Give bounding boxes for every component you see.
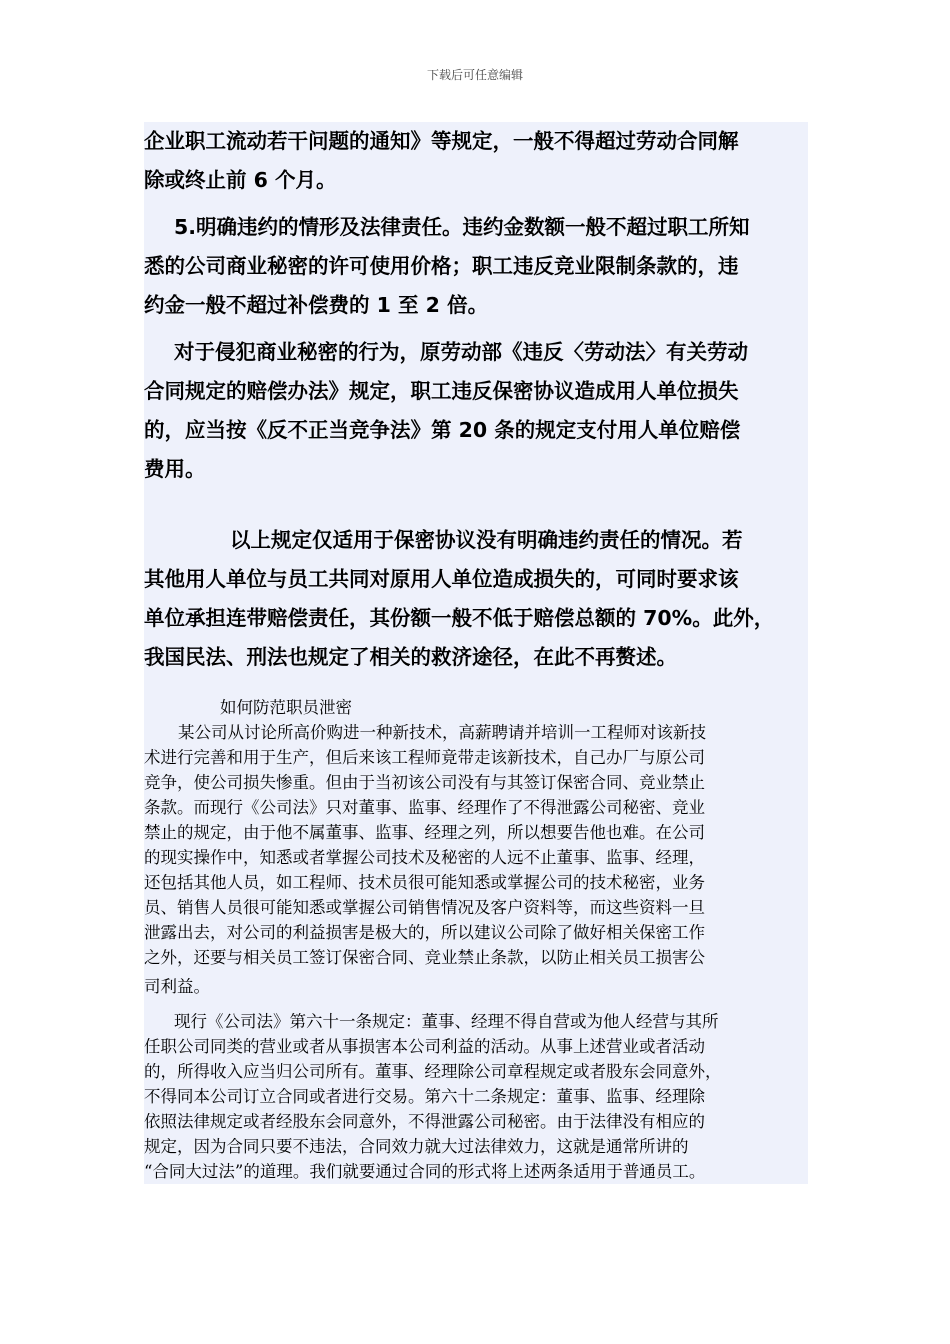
text-line: 司利益。	[144, 977, 210, 996]
text-line: 的现实操作中，知悉或者掌握公司技术及秘密的人远不止董事、监事、经理，	[144, 848, 705, 867]
page-header: 下载后可任意编辑	[426, 68, 523, 82]
text-line: 其他用人单位与员工共同对原用人单位造成损失的，可同时要求该	[144, 567, 739, 591]
text-line: 费用。	[144, 457, 206, 481]
text-line: 规定，因为合同只要不违法，合同效力就大过法律效力，这就是通常所讲的	[144, 1137, 689, 1156]
paragraph-2	[144, 208, 808, 333]
text-line: 依照法律规定或者经股东会同意外，不得泄露公司秘密。由于法律没有相应的	[144, 1112, 705, 1131]
text-line: 5.明确违约的情形及法律责任。违约金数额一般不超过职工所知	[174, 215, 750, 239]
text-line: 还包括其他人员，如工程师、技术员很可能知悉或掌握公司的技术秘密，业务	[144, 873, 705, 892]
text-line: 合同规定的赔偿办法》规定，职工违反保密协议造成用人单位损失	[144, 379, 739, 403]
text-line: 禁止的规定，由于他不属董事、监事、经理之列，所以想要告他也难。在公司	[144, 823, 705, 842]
text-line: 不得同本公司订立合同或者进行交易。第六十二条规定：董事、监事、经理除	[144, 1087, 705, 1106]
paragraph-1	[144, 122, 808, 208]
paragraph-3	[144, 333, 808, 521]
text-line: 泄露出去，对公司的利益损害是极大的，所以建议公司除了做好相关保密工作	[144, 923, 705, 942]
text-line: 某公司从讨论所高价购进一种新技术，高薪聘请并培训一工程师对该新技	[178, 723, 706, 742]
text-line: 竞争，使公司损失惨重。但由于当初该公司没有与其签订保密合同、竞业禁止	[144, 773, 705, 792]
section-paragraph-1	[144, 720, 808, 1009]
text-line: 的，应当按《反不正当竞争法》第 20 条的规定支付用人单位赔偿	[144, 418, 741, 442]
text-line: 我国民法、刑法也规定了相关的救济途径，在此不再赘述。	[144, 645, 677, 669]
text-line: 以上规定仅适用于保密协议没有明确违约责任的情况。若	[230, 528, 743, 552]
text-line: 对于侵犯商业秘密的行为，原劳动部《违反〈劳动法〉有关劳动	[174, 340, 748, 364]
section-how-to-prevent-leaks	[144, 695, 808, 1184]
text-line: 约金一般不超过补偿费的 1 至 2 倍。	[144, 293, 489, 317]
document-body	[144, 122, 808, 1184]
section-title: 如何防范职员泄密	[220, 698, 352, 717]
text-line: 除或终止前 6 个月。	[144, 168, 337, 192]
text-line: 之外，还要与相关员工签订保密合同、竞业禁止条款，以防止相关员工损害公	[144, 948, 705, 967]
text-line: 员、销售人员很可能知悉或掌握公司销售情况及客户资料等，而这些资料一旦	[144, 898, 705, 917]
text-line: 条款。而现行《公司法》只对董事、监事、经理作了不得泄露公司秘密、竞业	[144, 798, 705, 817]
text-line: 企业职工流动若干问题的通知》等规定，一般不得超过劳动合同解	[144, 129, 739, 153]
text-line: 单位承担连带赔偿责任，其份额一般不低于赔偿总额的 70%。此外，	[144, 606, 775, 630]
text-line: 术进行完善和用于生产，但后来该工程师竟带走该新技术，自己办厂与原公司	[144, 748, 705, 767]
text-line: 现行《公司法》第六十一条规定：董事、经理不得自营或为他人经营与其所	[174, 1012, 719, 1031]
text-line: 任职公司同类的营业或者从事损害本公司利益的活动。从事上述营业或者活动	[144, 1037, 705, 1056]
paragraph-4	[144, 521, 808, 695]
text-line: 悉的公司商业秘密的许可使用价格；职工违反竞业限制条款的，违	[144, 254, 739, 278]
section-paragraph-2	[144, 1009, 808, 1184]
text-line: “合同大过法”的道理。我们就要通过合同的形式将上述两条适用于普通员工。	[144, 1162, 706, 1181]
text-line: 的，所得收入应当归公司所有。董事、经理除公司章程规定或者股东会同意外，	[144, 1062, 722, 1081]
